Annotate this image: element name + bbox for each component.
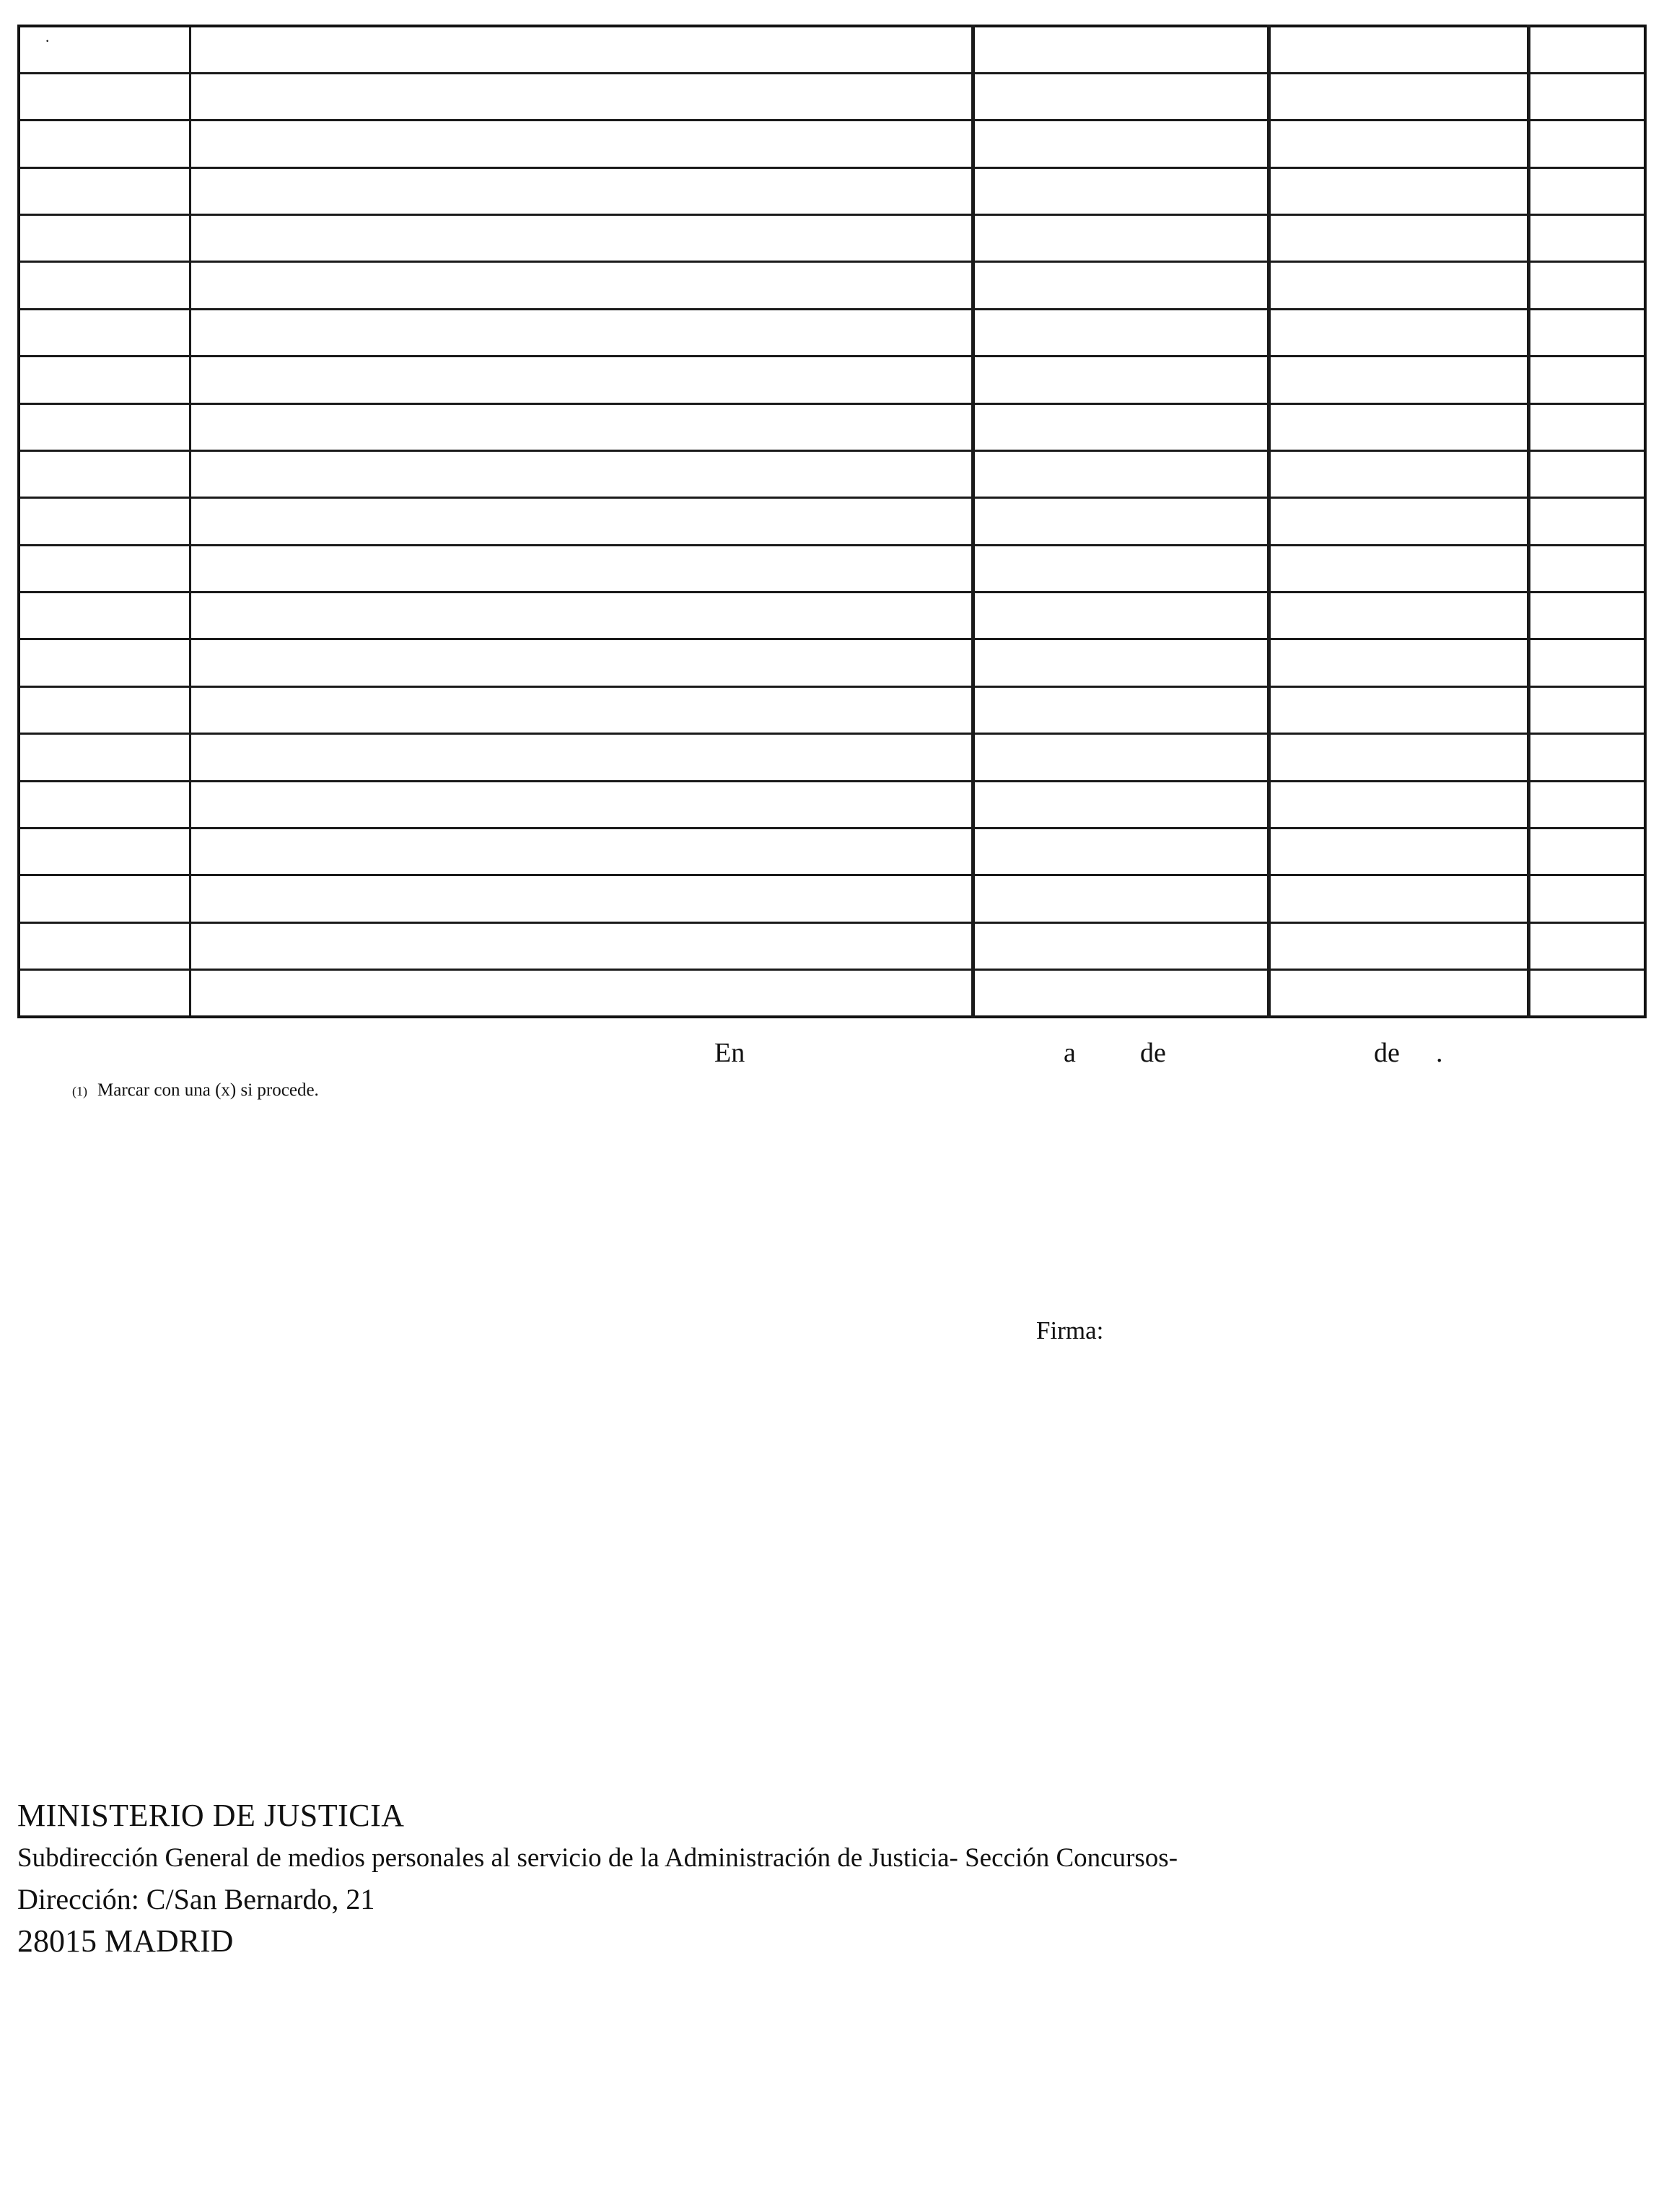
table-cell[interactable] (190, 403, 973, 450)
table-row (19, 875, 1645, 922)
table-cell[interactable] (19, 639, 190, 686)
table-cell[interactable] (190, 875, 973, 922)
footnote-text: Marcar con una (x) si procede. (97, 1080, 319, 1100)
table-cell[interactable] (973, 215, 1269, 262)
table-cell[interactable] (190, 781, 973, 828)
table-cell[interactable] (19, 262, 190, 309)
table-cell[interactable] (1269, 686, 1528, 733)
ministry-subdirection: Subdirección General de medios personales al servicio de la Administración de Justicia- Sección Concursos- (17, 1843, 1178, 1873)
table-cell[interactable] (19, 121, 190, 167)
table-row (19, 73, 1645, 120)
table-row (19, 545, 1645, 592)
table-row (19, 593, 1645, 639)
table-cell[interactable] (1269, 26, 1528, 73)
month-separator: de (1140, 1038, 1166, 1068)
table-row (19, 498, 1645, 545)
table-cell[interactable] (1528, 121, 1645, 167)
table-cell[interactable] (1528, 639, 1645, 686)
table-cell[interactable] (190, 26, 973, 73)
table-cell[interactable] (1269, 781, 1528, 828)
table-cell[interactable] (190, 498, 973, 545)
table-cell[interactable] (19, 545, 190, 592)
table-cell[interactable] (190, 686, 973, 733)
signature-label: Firma: (1036, 1316, 1104, 1345)
table-cell[interactable] (19, 498, 190, 545)
table-cell[interactable] (973, 26, 1269, 73)
table-cell[interactable] (973, 403, 1269, 450)
table-cell[interactable] (1269, 403, 1528, 450)
table-cell[interactable] (1528, 450, 1645, 497)
table-cell[interactable] (1528, 498, 1645, 545)
table-cell[interactable] (973, 686, 1269, 733)
table-cell[interactable] (1269, 215, 1528, 262)
table-cell[interactable] (973, 593, 1269, 639)
table-cell[interactable] (1269, 593, 1528, 639)
table-row (19, 262, 1645, 309)
form-table-body (19, 26, 1645, 1017)
ministry-address: Dirección: C/San Bernardo, 21 (17, 1883, 375, 1915)
table-cell[interactable] (190, 121, 973, 167)
table-cell[interactable] (19, 309, 190, 356)
table-cell[interactable] (190, 450, 973, 497)
table-cell[interactable] (1269, 639, 1528, 686)
table-cell[interactable] (19, 970, 190, 1017)
table-row (19, 639, 1645, 686)
table-cell[interactable] (1269, 357, 1528, 403)
table-row (19, 403, 1645, 450)
table-cell[interactable] (190, 167, 973, 214)
table-cell[interactable] (19, 167, 190, 214)
table-cell[interactable] (1528, 545, 1645, 592)
place-label: En (714, 1038, 745, 1068)
table-cell[interactable] (1528, 309, 1645, 356)
table-cell[interactable] (190, 593, 973, 639)
table-cell[interactable] (1269, 73, 1528, 120)
table-cell[interactable] (1528, 73, 1645, 120)
table-row (19, 167, 1645, 214)
table-cell[interactable] (973, 639, 1269, 686)
table-cell[interactable] (973, 875, 1269, 922)
table-cell[interactable] (1269, 450, 1528, 497)
table-cell[interactable] (973, 167, 1269, 214)
table-row (19, 970, 1645, 1017)
table-cell[interactable] (19, 686, 190, 733)
table-cell[interactable] (973, 734, 1269, 781)
table-cell[interactable] (973, 922, 1269, 969)
table-cell[interactable] (1269, 167, 1528, 214)
table-cell[interactable] (19, 875, 190, 922)
table-cell[interactable] (973, 970, 1269, 1017)
table-cell[interactable] (19, 73, 190, 120)
table-cell[interactable] (190, 262, 973, 309)
table-cell[interactable] (19, 403, 190, 450)
table-cell[interactable] (190, 545, 973, 592)
table-cell[interactable] (1269, 545, 1528, 592)
table-row (19, 922, 1645, 969)
table-row (19, 828, 1645, 875)
table-cell[interactable] (19, 734, 190, 781)
table-cell[interactable] (1528, 403, 1645, 450)
table-cell[interactable] (973, 121, 1269, 167)
table-row (19, 686, 1645, 733)
blank-form-table (17, 25, 1647, 1018)
table-row (19, 215, 1645, 262)
table-cell[interactable] (19, 450, 190, 497)
table-cell[interactable] (1528, 593, 1645, 639)
table-cell[interactable] (1528, 970, 1645, 1017)
ministry-city: 28015 MADRID (17, 1923, 234, 1959)
table-cell[interactable] (1269, 922, 1528, 969)
table-row (19, 357, 1645, 403)
table-cell[interactable] (1528, 922, 1645, 969)
year-separator: de (1374, 1038, 1400, 1068)
table-cell[interactable] (190, 970, 973, 1017)
footnote (72, 1081, 319, 1099)
table-cell[interactable] (1269, 498, 1528, 545)
table-cell[interactable] (1528, 828, 1645, 875)
table-cell[interactable] (1269, 828, 1528, 875)
table-cell[interactable] (190, 922, 973, 969)
table-cell[interactable] (1528, 26, 1645, 73)
table-cell[interactable] (1269, 262, 1528, 309)
table-cell[interactable] (973, 309, 1269, 356)
table-cell[interactable] (973, 450, 1269, 497)
table-cell[interactable] (973, 357, 1269, 403)
table-cell[interactable] (973, 73, 1269, 120)
table-cell[interactable] (19, 828, 190, 875)
table-row (19, 734, 1645, 781)
table-row (19, 450, 1645, 497)
table-cell[interactable] (973, 545, 1269, 592)
table-cell[interactable] (19, 357, 190, 403)
table-cell[interactable] (973, 828, 1269, 875)
table-cell[interactable] (19, 593, 190, 639)
closing-period: . (1436, 1038, 1443, 1068)
table-cell[interactable] (190, 734, 973, 781)
table-cell[interactable] (1528, 262, 1645, 309)
table-cell[interactable] (1269, 970, 1528, 1017)
table-cell[interactable] (190, 357, 973, 403)
table-cell[interactable] (19, 215, 190, 262)
ministry-name: MINISTERIO DE JUSTICIA (17, 1798, 405, 1833)
table-cell[interactable] (19, 922, 190, 969)
table-cell[interactable] (973, 498, 1269, 545)
corner-mark: · (45, 32, 51, 50)
table-row (19, 26, 1645, 73)
table-cell[interactable] (973, 262, 1269, 309)
table-cell[interactable] (1528, 357, 1645, 403)
table-row (19, 309, 1645, 356)
day-separator: a (1064, 1038, 1076, 1068)
table-row (19, 781, 1645, 828)
table-cell[interactable] (19, 781, 190, 828)
table-cell[interactable] (190, 309, 973, 356)
table-cell[interactable] (1528, 686, 1645, 733)
table-cell[interactable] (1528, 875, 1645, 922)
table-cell[interactable] (1269, 734, 1528, 781)
table-cell[interactable] (190, 828, 973, 875)
table-cell[interactable] (190, 215, 973, 262)
table-cell[interactable] (1269, 309, 1528, 356)
footnote-number: (1) (72, 1084, 87, 1098)
table-cell[interactable] (1528, 734, 1645, 781)
table-cell[interactable] (1528, 215, 1645, 262)
table-cell[interactable] (973, 781, 1269, 828)
table-cell[interactable] (1528, 781, 1645, 828)
table-cell[interactable] (190, 73, 973, 120)
table-cell[interactable] (1269, 875, 1528, 922)
table-row (19, 121, 1645, 167)
table-cell[interactable] (1269, 121, 1528, 167)
table-cell[interactable] (190, 639, 973, 686)
table-cell[interactable] (1528, 167, 1645, 214)
